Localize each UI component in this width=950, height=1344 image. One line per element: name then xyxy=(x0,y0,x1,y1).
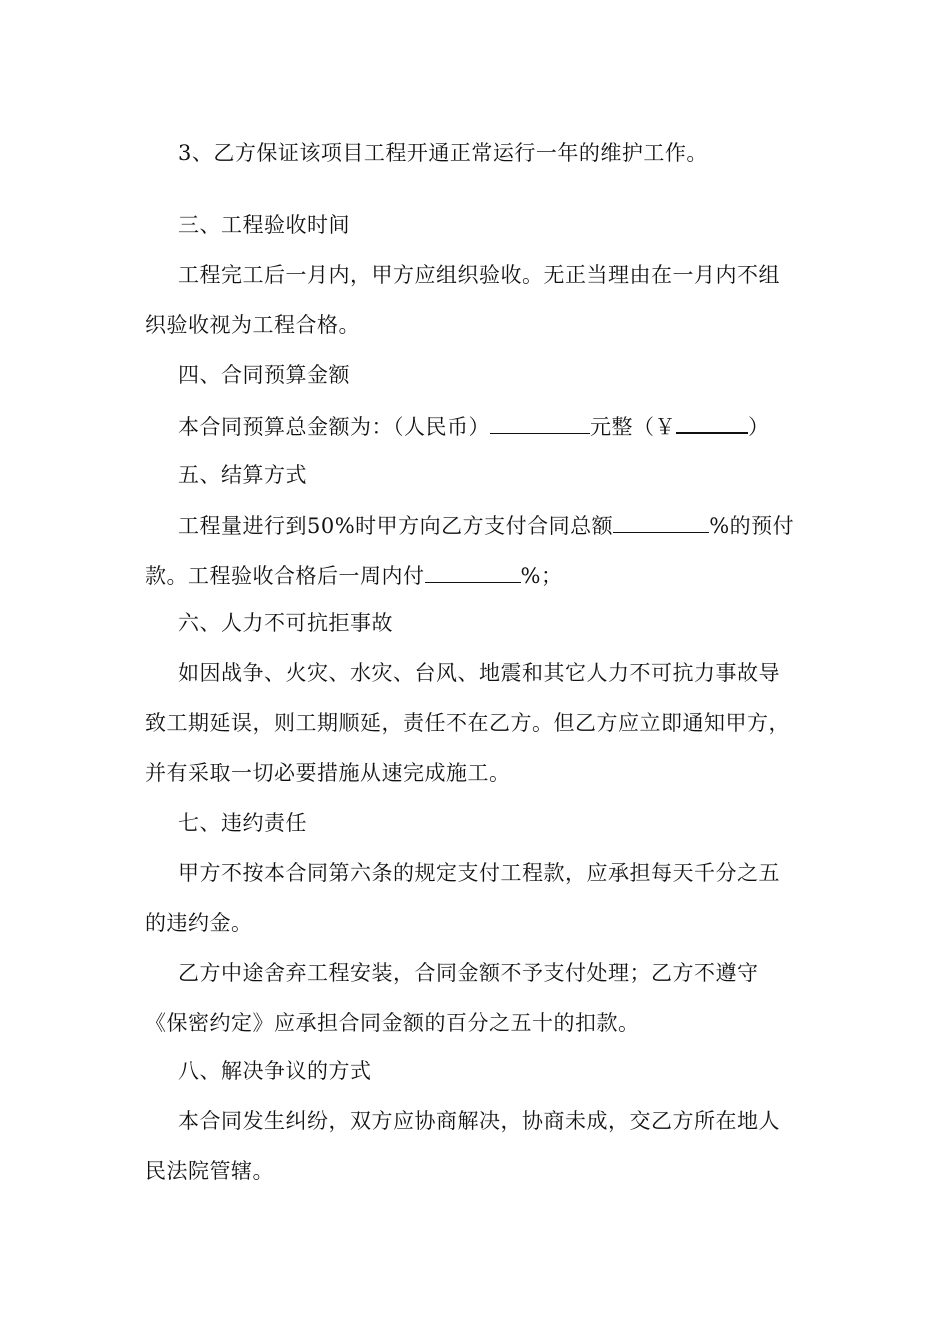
section-6-heading: 六、人力不可抗拒事故 xyxy=(178,611,393,635)
section-7-text-line-1: 甲方不按本合同第六条的规定支付工程款，应承担每天千分之五 xyxy=(178,861,780,885)
budget-close-paren: ） xyxy=(748,415,770,439)
prepayment-label: 工程量进行到50%时甲方向乙方支付合同总额 xyxy=(178,514,614,538)
section-3-heading: 三、工程验收时间 xyxy=(178,213,350,237)
section-5-text-line-1 xyxy=(178,510,843,541)
section-3-text-line-2: 织验收视为工程合格。 xyxy=(145,313,360,337)
prepayment-suffix: %的预付 xyxy=(709,514,795,538)
section-6-text-line-3: 并有采取一切必要措施从速完成施工。 xyxy=(145,761,511,785)
final-payment-suffix: %； xyxy=(520,564,563,588)
prepayment-percent-blank xyxy=(613,510,709,533)
section-7-heading: 七、违约责任 xyxy=(178,811,307,835)
section-6-text-line-2: 致工期延误，则工期顺延，责任不在乙方。但乙方应立即通知甲方， xyxy=(145,711,790,735)
final-payment-percent-blank xyxy=(425,560,521,583)
clause-2-item-3: 3、乙方保证该项目工程开通正常运行一年的维护工作。 xyxy=(178,141,708,165)
section-4-text xyxy=(178,410,843,442)
section-8-text-line-1: 本合同发生纠纷，双方应协商解决，协商未成，交乙方所在地人 xyxy=(178,1109,780,1133)
budget-rmb-blank xyxy=(490,411,590,434)
section-3-text-line-1: 工程完工后一月内，甲方应组织验收。无正当理由在一月内不组 xyxy=(178,263,780,287)
budget-label: 本合同预算总金额为：（人民币） xyxy=(178,415,490,439)
budget-yuan-label: 元整（￥ xyxy=(590,415,676,439)
section-5-text-line-2 xyxy=(145,560,810,591)
budget-amount-blank xyxy=(676,410,748,434)
section-7-text-line-2: 的违约金。 xyxy=(145,911,253,935)
section-8-heading: 八、解决争议的方式 xyxy=(178,1059,372,1083)
section-7-text-line-4: 《保密约定》应承担合同金额的百分之五十的扣款。 xyxy=(145,1011,640,1035)
section-5-heading: 五、结算方式 xyxy=(178,463,307,487)
section-4-heading: 四、合同预算金额 xyxy=(178,363,350,387)
final-payment-label: 款。工程验收合格后一周内付 xyxy=(145,564,425,588)
section-6-text-line-1: 如因战争、火灾、水灾、台风、地震和其它人力不可抗力事故导 xyxy=(178,661,780,685)
section-8-text-line-2: 民法院管辖。 xyxy=(145,1159,274,1183)
section-7-text-line-3: 乙方中途舍弃工程安装，合同金额不予支付处理；乙方不遵守 xyxy=(178,961,759,985)
